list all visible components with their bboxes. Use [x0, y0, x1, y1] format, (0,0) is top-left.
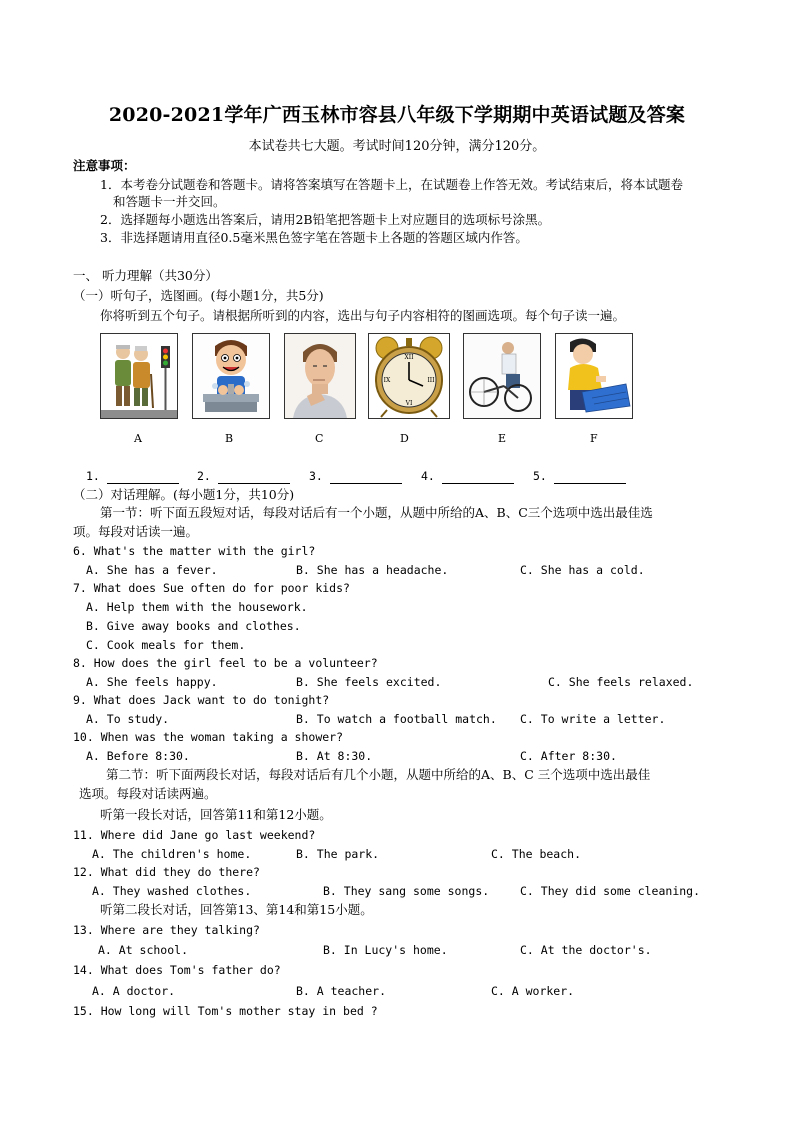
picture-label-a: A [134, 432, 142, 445]
option-13b[interactable]: B. In Lucy's home. [323, 943, 448, 957]
option-6b[interactable]: B. She has a headache. [296, 563, 449, 577]
question-8: 8. How does the girl feel to be a volunteer? [73, 656, 378, 670]
picture-c [284, 333, 356, 419]
dialog-2-note: 听第二段长对话，回答第13、第14和第15小题。 [100, 902, 373, 917]
part2-instruction-1-cont: 项。每段对话读一遍。 [73, 524, 199, 539]
option-12a[interactable]: A. They washed clothes. [92, 884, 252, 898]
svg-text:XII: XII [404, 354, 414, 361]
man-sore-throat-icon [285, 334, 355, 418]
option-11c[interactable]: C. The beach. [491, 847, 582, 861]
notice-item-2: 2．选择题每小题选出答案后，请用2B铅笔把答题卡上对应题目的选项标号涂黑。 [100, 212, 551, 227]
part2-instruction-2: 第二节：听下面两段长对话，每段对话后有几个小题，从题中所给的A、B、C 三个选项中选出最佳 [106, 767, 651, 782]
part2-heading: （二）对话理解。(每小题1分，共10分) [73, 487, 295, 502]
notice-item-1: 1．本考卷分试题卷和答题卡。请将答案填写在答题卡上，在试题卷上作答无效。考试结束后，将本试题卷 [100, 177, 683, 192]
option-7b[interactable]: B. Give away books and clothes. [86, 619, 301, 633]
option-13c[interactable]: C. At the doctor's. [520, 943, 652, 957]
option-7a[interactable]: A. Help them with the housework. [86, 600, 308, 614]
option-8a[interactable]: A. She feels happy. [86, 675, 218, 689]
answer-blank-number: 3. [309, 469, 323, 483]
answer-blank-line [442, 471, 514, 484]
answer-blank-number: 4. [421, 469, 435, 483]
question-6: 6. What's the matter with the girl? [73, 544, 316, 558]
boy-washing-hands-icon [193, 334, 269, 418]
option-12b[interactable]: B. They sang some songs. [323, 884, 490, 898]
question-15: 15. How long will Tom's mother stay in bed ? [73, 1004, 378, 1018]
answer-blank-1[interactable] [86, 468, 179, 484]
option-13a[interactable]: A. At school. [98, 943, 189, 957]
option-8b[interactable]: B. She feels excited. [296, 675, 442, 689]
option-8c[interactable]: C. She feels relaxed. [548, 675, 694, 689]
section-heading: 一、 听力理解（共30分） [73, 268, 218, 283]
question-10: 10. When was the woman taking a shower? [73, 730, 344, 744]
picture-b [192, 333, 270, 419]
option-6a[interactable]: A. She has a fever. [86, 563, 218, 577]
svg-text:IX: IX [383, 377, 391, 384]
option-10c[interactable]: C. After 8:30. [520, 749, 617, 763]
option-11a[interactable]: A. The children's home. [92, 847, 252, 861]
picture-label-c: C [315, 432, 324, 445]
exam-info: 本试卷共七大题。考试时间120分钟，满分120分。 [248, 139, 546, 154]
answer-blank-4[interactable] [421, 468, 514, 484]
picture-a [100, 333, 178, 419]
question-13: 13. Where are they talking? [73, 923, 260, 937]
answer-blank-5[interactable] [533, 468, 626, 484]
option-11b[interactable]: B. The park. [296, 847, 380, 861]
svg-text:III: III [427, 377, 435, 384]
option-10a[interactable]: A. Before 8:30. [86, 749, 190, 763]
alarm-clock-icon [369, 334, 449, 418]
answer-blank-line [107, 471, 179, 484]
question-7: 7. What does Sue often do for poor kids? [73, 581, 350, 595]
picture-label-f: F [590, 432, 598, 445]
option-12c[interactable]: C. They did some cleaning. [520, 884, 701, 898]
part2-instruction-2-cont: 选项。每段对话读两遍。 [79, 786, 217, 801]
answer-blank-line [330, 471, 402, 484]
svg-text:VI: VI [405, 400, 413, 407]
answer-blank-number: 2. [197, 469, 211, 483]
answer-blank-2[interactable] [197, 468, 290, 484]
part1-instruction: 你将听到五个句子。请根据所听到的内容，选出与句子内容相符的图画选项。每个句子读一遍。 [100, 308, 626, 323]
option-9b[interactable]: B. To watch a football match. [296, 712, 497, 726]
picture-label-d: D [400, 432, 409, 445]
folding-clothes-icon [556, 334, 632, 418]
question-12: 12. What did they do there? [73, 865, 260, 879]
notice-heading: 注意事项： [73, 158, 136, 173]
notice-item-1-cont: 和答题卡一并交回。 [113, 194, 226, 209]
answer-blank-line [218, 471, 290, 484]
answer-blank-3[interactable] [309, 468, 402, 484]
picture-d [368, 333, 450, 419]
picture-e [463, 333, 541, 419]
option-9c[interactable]: C. To write a letter. [520, 712, 666, 726]
question-14: 14. What does Tom's father do? [73, 963, 281, 977]
picture-f [555, 333, 633, 419]
picture-label-b: B [225, 432, 234, 445]
answer-blank-number: 1. [86, 469, 100, 483]
question-11: 11. Where did Jane go last weekend? [73, 828, 316, 842]
question-9: 9. What does Jack want to do tonight? [73, 693, 330, 707]
page-title: 2020-2021学年广西玉林市容县八年级下学期期中英语试题及答案 [108, 104, 686, 126]
option-10b[interactable]: B. At 8:30. [296, 749, 373, 763]
part1-heading: （一）听句子，选图画。(每小题1分，共5分) [73, 288, 324, 303]
option-7c[interactable]: C. Cook meals for them. [86, 638, 246, 652]
dialog-1-note: 听第一段长对话，回答第11和第12小题。 [100, 807, 332, 822]
part2-instruction-1: 第一节：听下面五段短对话，每段对话后有一个小题，从题中所给的A、B、C三个选项中选出最佳选 [100, 505, 653, 520]
notice-item-3: 3．非选择题请用直径0.5毫米黑色签字笔在答题卡上各题的答题区域内作答。 [100, 230, 528, 245]
option-14b[interactable]: B. A teacher. [296, 984, 387, 998]
option-14a[interactable]: A. A doctor. [92, 984, 176, 998]
option-9a[interactable]: A. To study. [86, 712, 170, 726]
fixing-bike-icon [464, 334, 540, 418]
answer-blank-line [554, 471, 626, 484]
option-6c[interactable]: C. She has a cold. [520, 563, 645, 577]
picture-label-e: E [498, 432, 507, 445]
option-14c[interactable]: C. A worker. [491, 984, 575, 998]
answer-blank-number: 5. [533, 469, 547, 483]
elderly-crossing-icon [101, 334, 177, 418]
